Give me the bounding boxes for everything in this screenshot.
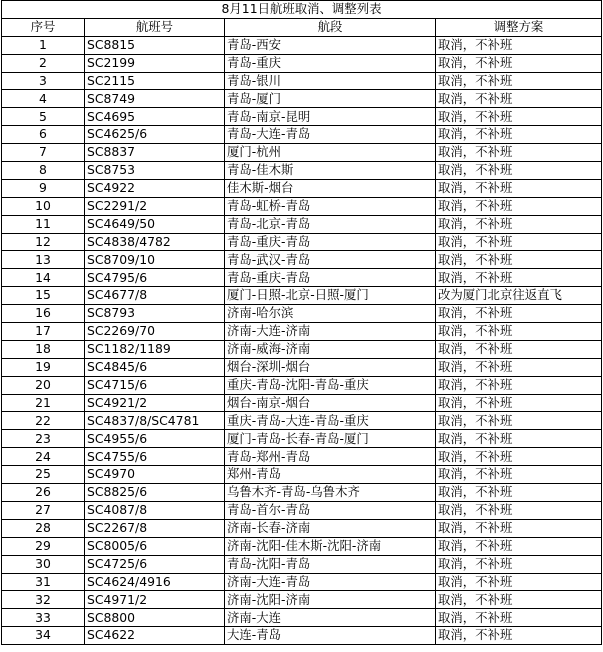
table-row [2, 54, 602, 72]
table-row [2, 323, 602, 341]
cell-plan: 取消，不补班 [436, 358, 602, 376]
cell-no: 29 [2, 537, 85, 555]
cell-plan: 取消，不补班 [436, 197, 602, 215]
cell-plan: 取消，不补班 [436, 233, 602, 251]
cell-flight: SC8815 [85, 36, 225, 54]
table-row [2, 340, 602, 358]
cell-no: 11 [2, 215, 85, 233]
header-no: 序号 [2, 18, 85, 36]
cell-plan: 取消，不补班 [436, 72, 602, 90]
cell-route: 青岛-大连-青岛 [225, 126, 436, 144]
cell-route: 济南-沈阳-济南 [225, 591, 436, 609]
cell-plan: 取消，不补班 [436, 269, 602, 287]
cell-flight: SC4837/8/SC4781 [85, 412, 225, 430]
cell-no: 2 [2, 54, 85, 72]
cell-route: 厦门-日照-北京-日照-厦门 [225, 287, 436, 305]
cell-no: 21 [2, 394, 85, 412]
table-row [2, 591, 602, 609]
table-row [2, 627, 602, 645]
cell-plan: 改为厦门北京往返直飞 [436, 287, 602, 305]
cell-flight: SC4624/4916 [85, 573, 225, 591]
table-row [2, 90, 602, 108]
cell-plan: 取消，不补班 [436, 448, 602, 466]
cell-plan: 取消，不补班 [436, 108, 602, 126]
cell-no: 14 [2, 269, 85, 287]
header-flight: 航班号 [85, 18, 225, 36]
cell-no: 4 [2, 90, 85, 108]
cell-flight: SC4795/6 [85, 269, 225, 287]
cell-route: 重庆-青岛-沈阳-青岛-重庆 [225, 376, 436, 394]
cell-route: 青岛-佳木斯 [225, 162, 436, 180]
cell-plan: 取消，不补班 [436, 323, 602, 341]
cell-no: 26 [2, 484, 85, 502]
table-row [2, 233, 602, 251]
cell-flight: SC8709/10 [85, 251, 225, 269]
table-row [2, 358, 602, 376]
cell-plan: 取消，不补班 [436, 179, 602, 197]
cell-no: 22 [2, 412, 85, 430]
cell-plan: 取消，不补班 [436, 54, 602, 72]
cell-route: 济南-长春-济南 [225, 519, 436, 537]
cell-route: 乌鲁木齐-青岛-乌鲁木齐 [225, 484, 436, 502]
cell-plan: 取消，不补班 [436, 484, 602, 502]
cell-no: 8 [2, 162, 85, 180]
cell-no: 6 [2, 126, 85, 144]
cell-flight: SC8837 [85, 144, 225, 162]
cell-no: 3 [2, 72, 85, 90]
cell-route: 大连-青岛 [225, 627, 436, 645]
cell-plan: 取消，不补班 [436, 376, 602, 394]
table-row [2, 287, 602, 305]
cell-plan: 取消，不补班 [436, 609, 602, 627]
cell-plan: 取消，不补班 [436, 501, 602, 519]
cell-no: 33 [2, 609, 85, 627]
cell-plan: 取消，不补班 [436, 90, 602, 108]
cell-route: 青岛-重庆-青岛 [225, 269, 436, 287]
cell-flight: SC4649/50 [85, 215, 225, 233]
table-row [2, 448, 602, 466]
cell-route: 郑州-青岛 [225, 466, 436, 484]
cell-route: 青岛-沈阳-青岛 [225, 555, 436, 573]
cell-flight: SC4695 [85, 108, 225, 126]
table-row [2, 501, 602, 519]
table-row [2, 179, 602, 197]
cell-flight: SC4755/6 [85, 448, 225, 466]
cell-route: 济南-威海-济南 [225, 340, 436, 358]
cell-plan: 取消，不补班 [436, 305, 602, 323]
cell-flight: SC4971/2 [85, 591, 225, 609]
table-row [2, 430, 602, 448]
cell-plan: 取消，不补班 [436, 537, 602, 555]
table-row [2, 376, 602, 394]
table-row [2, 144, 602, 162]
cell-no: 28 [2, 519, 85, 537]
cell-flight: SC4625/6 [85, 126, 225, 144]
table-body [2, 36, 602, 644]
header-route: 航段 [225, 18, 436, 36]
table-row [2, 72, 602, 90]
table-row [2, 197, 602, 215]
cell-route: 厦门-青岛-长春-青岛-厦门 [225, 430, 436, 448]
flight-cancellation-table [1, 0, 602, 645]
cell-no: 16 [2, 305, 85, 323]
cell-plan: 取消，不补班 [436, 430, 602, 448]
cell-route: 青岛-重庆 [225, 54, 436, 72]
cell-no: 1 [2, 36, 85, 54]
table-row [2, 394, 602, 412]
cell-route: 济南-哈尔滨 [225, 305, 436, 323]
cell-route: 青岛-南京-昆明 [225, 108, 436, 126]
cell-flight: SC2269/70 [85, 323, 225, 341]
cell-flight: SC4622 [85, 627, 225, 645]
cell-no: 20 [2, 376, 85, 394]
cell-no: 25 [2, 466, 85, 484]
cell-plan: 取消，不补班 [436, 591, 602, 609]
header-row [2, 18, 602, 36]
cell-route: 青岛-北京-青岛 [225, 215, 436, 233]
cell-route: 青岛-武汉-青岛 [225, 251, 436, 269]
cell-plan: 取消，不补班 [436, 627, 602, 645]
table-row [2, 215, 602, 233]
cell-no: 12 [2, 233, 85, 251]
cell-route: 青岛-虹桥-青岛 [225, 197, 436, 215]
cell-flight: SC8005/6 [85, 537, 225, 555]
cell-flight: SC8800 [85, 609, 225, 627]
table-row [2, 251, 602, 269]
cell-flight: SC2115 [85, 72, 225, 90]
cell-flight: SC4725/6 [85, 555, 225, 573]
cell-plan: 取消，不补班 [436, 126, 602, 144]
cell-flight: SC8749 [85, 90, 225, 108]
table-row [2, 537, 602, 555]
table-row [2, 466, 602, 484]
table-row [2, 573, 602, 591]
cell-no: 30 [2, 555, 85, 573]
table-row [2, 269, 602, 287]
table-row [2, 484, 602, 502]
cell-plan: 取消，不补班 [436, 573, 602, 591]
cell-no: 5 [2, 108, 85, 126]
cell-flight: SC2291/2 [85, 197, 225, 215]
cell-route: 济南-大连 [225, 609, 436, 627]
cell-route: 青岛-银川 [225, 72, 436, 90]
table-row [2, 305, 602, 323]
cell-no: 27 [2, 501, 85, 519]
cell-flight: SC4970 [85, 466, 225, 484]
table-row [2, 126, 602, 144]
cell-flight: SC4838/4782 [85, 233, 225, 251]
cell-no: 18 [2, 340, 85, 358]
cell-no: 32 [2, 591, 85, 609]
cell-plan: 取消，不补班 [436, 394, 602, 412]
cell-plan: 取消，不补班 [436, 555, 602, 573]
table-row [2, 412, 602, 430]
cell-route: 青岛-重庆-青岛 [225, 233, 436, 251]
cell-plan: 取消，不补班 [436, 412, 602, 430]
cell-plan: 取消，不补班 [436, 466, 602, 484]
cell-flight: SC4715/6 [85, 376, 225, 394]
cell-flight: SC4922 [85, 179, 225, 197]
cell-flight: SC8753 [85, 162, 225, 180]
table-row [2, 36, 602, 54]
cell-route: 佳木斯-烟台 [225, 179, 436, 197]
cell-plan: 取消，不补班 [436, 36, 602, 54]
cell-route: 青岛-厦门 [225, 90, 436, 108]
cell-flight: SC8825/6 [85, 484, 225, 502]
cell-route: 烟台-南京-烟台 [225, 394, 436, 412]
cell-flight: SC8793 [85, 305, 225, 323]
table-title: 8月11日航班取消、调整列表 [2, 1, 602, 19]
cell-route: 济南-沈阳-佳木斯-沈阳-济南 [225, 537, 436, 555]
table-row [2, 108, 602, 126]
cell-flight: SC1182/1189 [85, 340, 225, 358]
cell-flight: SC2267/8 [85, 519, 225, 537]
cell-no: 9 [2, 179, 85, 197]
cell-flight: SC4955/6 [85, 430, 225, 448]
cell-no: 31 [2, 573, 85, 591]
cell-plan: 取消，不补班 [436, 162, 602, 180]
cell-plan: 取消，不补班 [436, 215, 602, 233]
cell-route: 青岛-首尔-青岛 [225, 501, 436, 519]
cell-route: 青岛-西安 [225, 36, 436, 54]
header-plan: 调整方案 [436, 18, 602, 36]
cell-no: 19 [2, 358, 85, 376]
cell-no: 10 [2, 197, 85, 215]
cell-plan: 取消，不补班 [436, 144, 602, 162]
cell-route: 厦门-杭州 [225, 144, 436, 162]
cell-flight: SC4845/6 [85, 358, 225, 376]
cell-no: 34 [2, 627, 85, 645]
cell-no: 23 [2, 430, 85, 448]
cell-route: 烟台-深圳-烟台 [225, 358, 436, 376]
cell-flight: SC4087/8 [85, 501, 225, 519]
table-row [2, 555, 602, 573]
cell-plan: 取消，不补班 [436, 519, 602, 537]
table-row [2, 609, 602, 627]
cell-plan: 取消，不补班 [436, 251, 602, 269]
cell-flight: SC4677/8 [85, 287, 225, 305]
cell-route: 济南-大连-济南 [225, 323, 436, 341]
cell-route: 重庆-青岛-大连-青岛-重庆 [225, 412, 436, 430]
title-row [2, 1, 602, 19]
cell-route: 青岛-郑州-青岛 [225, 448, 436, 466]
cell-plan: 取消，不补班 [436, 340, 602, 358]
cell-flight: SC2199 [85, 54, 225, 72]
table-row [2, 162, 602, 180]
cell-no: 17 [2, 323, 85, 341]
cell-route: 济南-大连-青岛 [225, 573, 436, 591]
cell-flight: SC4921/2 [85, 394, 225, 412]
cell-no: 7 [2, 144, 85, 162]
table-row [2, 519, 602, 537]
cell-no: 13 [2, 251, 85, 269]
cell-no: 24 [2, 448, 85, 466]
cell-no: 15 [2, 287, 85, 305]
